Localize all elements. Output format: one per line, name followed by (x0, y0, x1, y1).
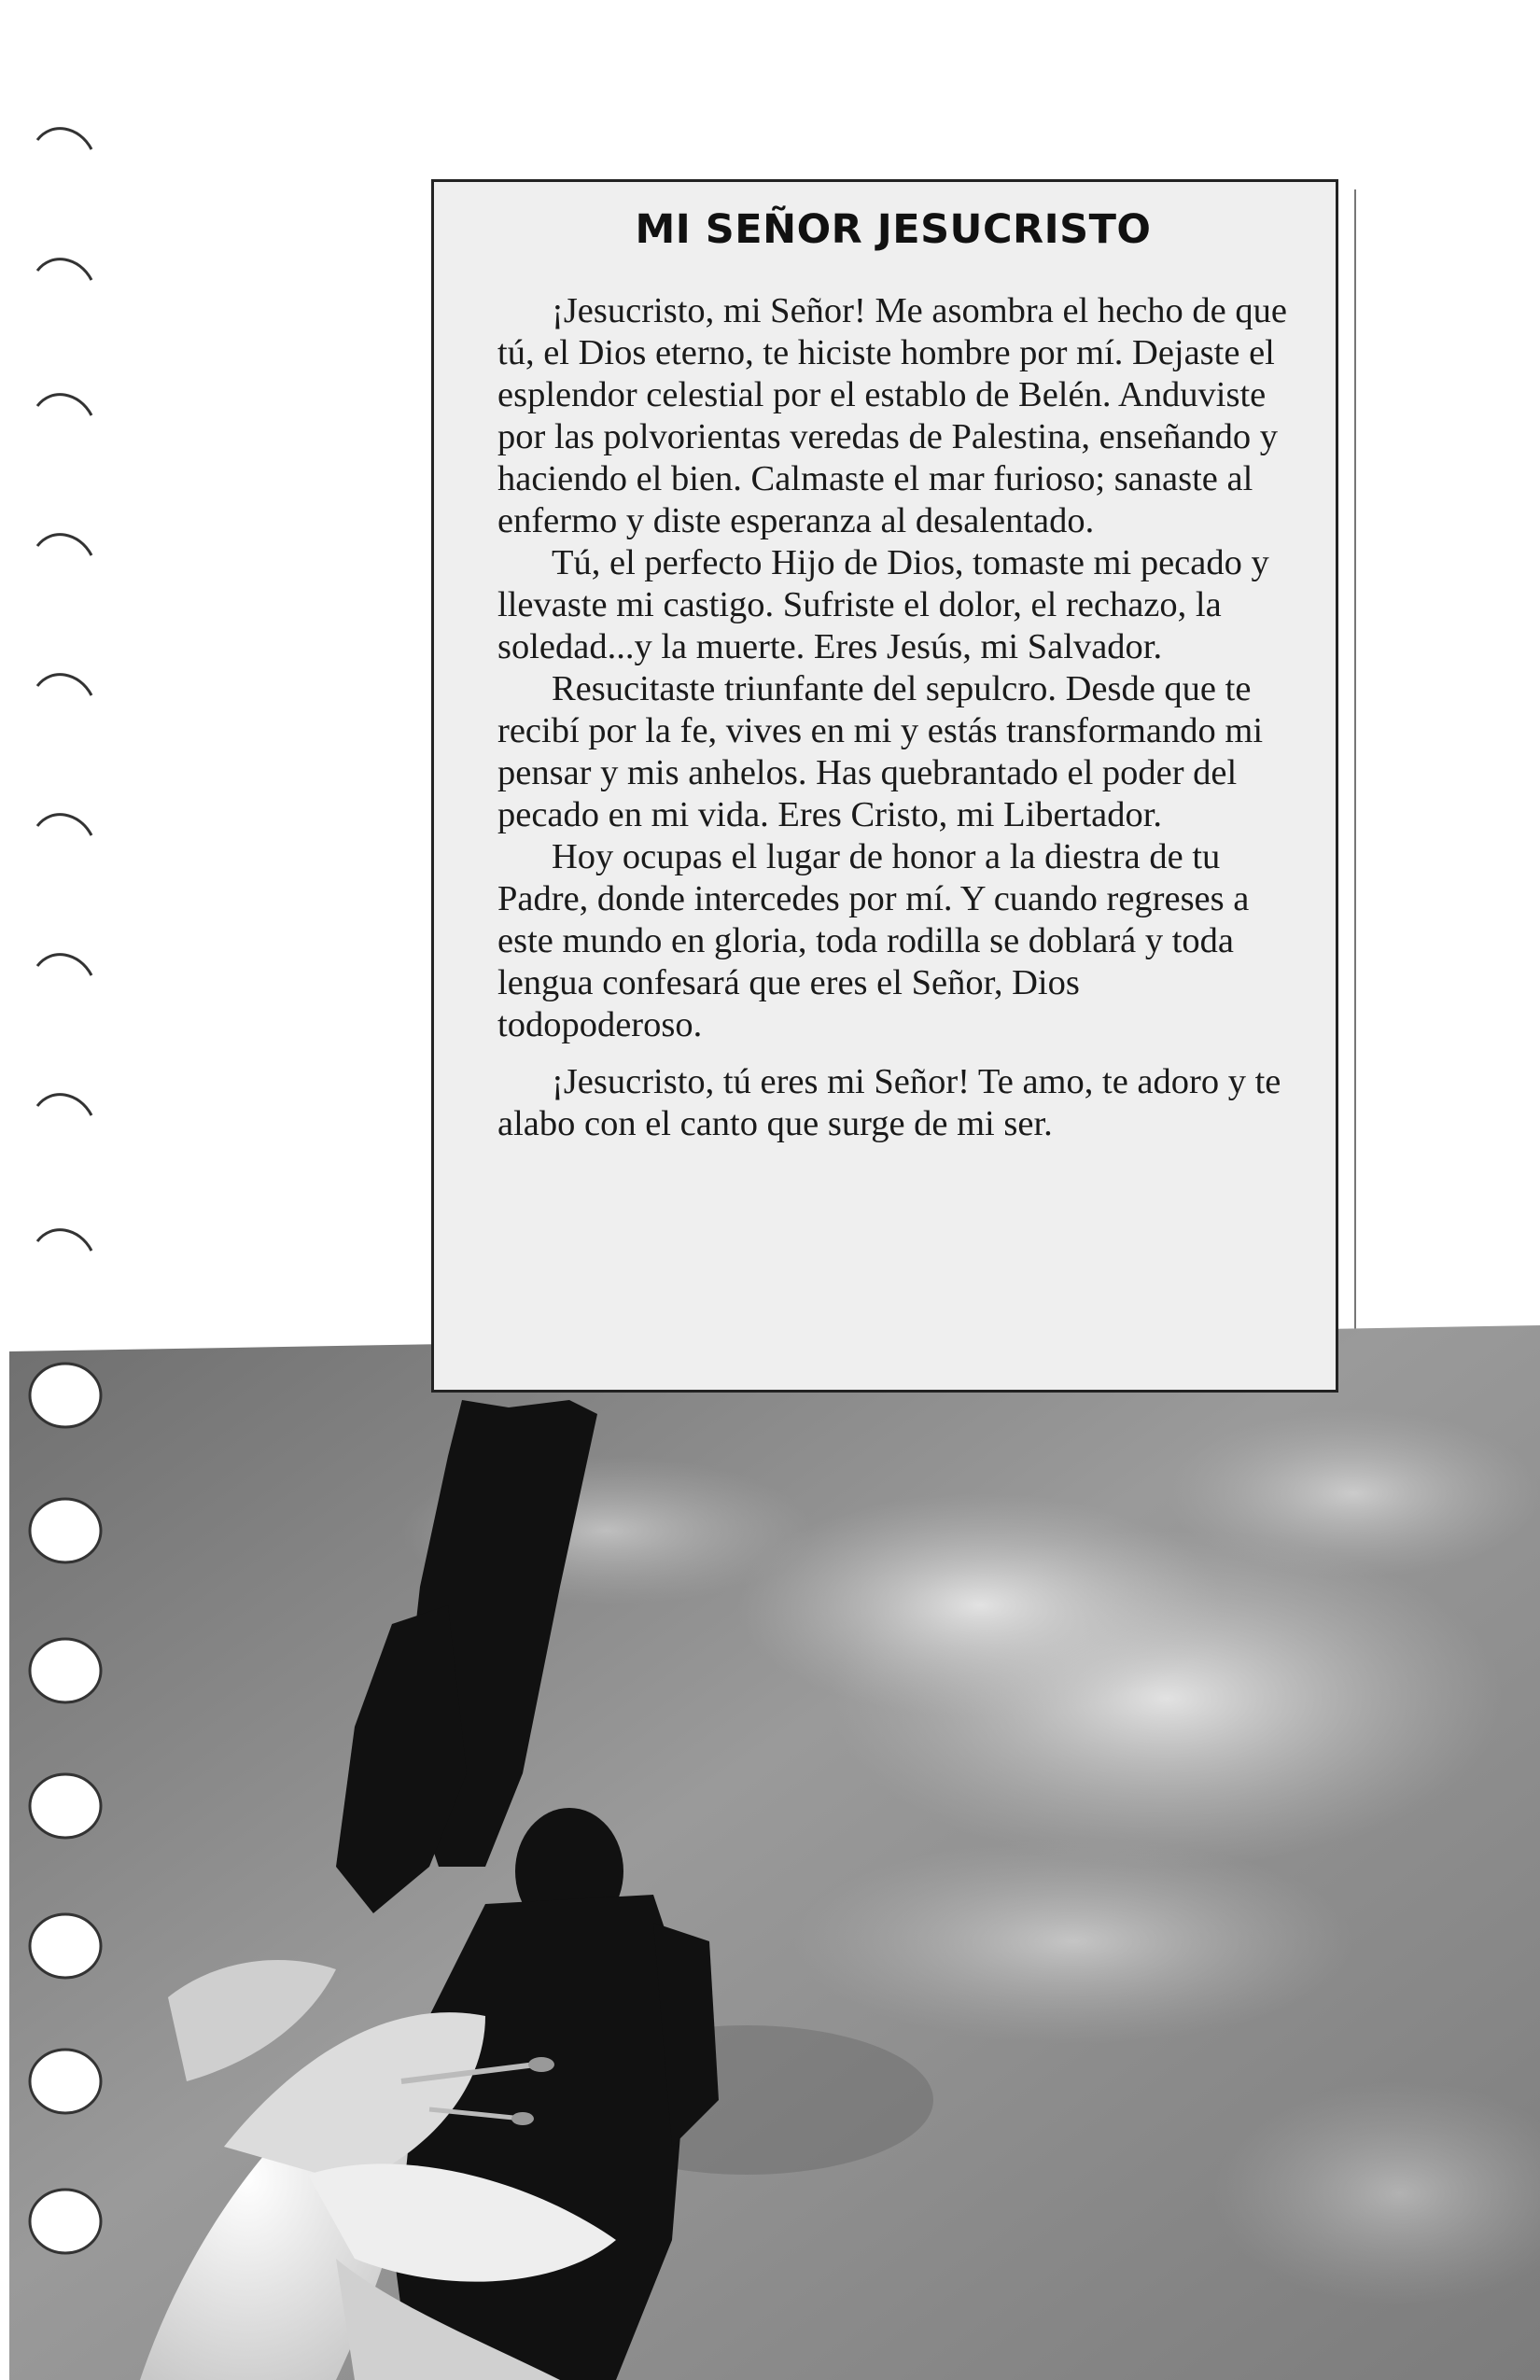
page-title: MI SEÑOR JESUCRISTO (635, 206, 1152, 253)
paragraph: ¡Jesucristo, mi Señor! Me asombra el hecho de que tú, el Dios eterno, te hiciste hombre por mí. Dejaste el esplendor celestial por el establo de Belén. Anduviste por las polvorientas veredas de Palestina, enseñando y haciendo el bien. Calmaste el mar furioso; sanaste al enfermo y diste esperanza al desalentado. (497, 291, 1287, 540)
paragraph: Resucitaste triunfante del sepulcro. Desde que te recibí por la fe, vives en mi y estás transformando mi pensar y mis anhelos. Has quebrantado el poder del pecado en mi vida. Eres Cristo, mi Libertador. (497, 669, 1264, 834)
paragraph: ¡Jesucristo, tú eres mi Señor! Te amo, te adoro y te alabo con el canto que surge de mi ser. (497, 1062, 1281, 1143)
binder-hole-icon (30, 129, 101, 2253)
prayer-card (431, 179, 1338, 1393)
paragraph: Tú, el perfecto Hijo de Dios, tomaste mi pecado y llevaste mi castigo. Sufriste el dolor, el rechazo, la soledad...y la muerte. Eres Jesús, mi Salvador. (497, 543, 1269, 666)
paragraph: Hoy ocupas el lugar de honor a la diestra de tu Padre, donde intercedes por mí. Y cuando regreses a este mundo en gloria, toda rodilla se doblará y toda lengua confesará que eres el Señor, Dios todopoderoso. (497, 837, 1250, 1044)
